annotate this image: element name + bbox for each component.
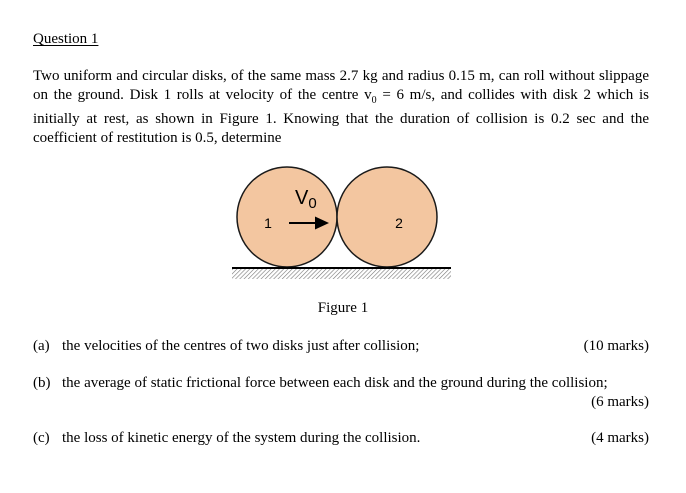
intro-line-2: slippage on the ground. Disk 1 rolls at velocity of the centre v	[33, 68, 649, 103]
part-a-label: (a)	[33, 338, 50, 354]
ground-hatching	[232, 268, 451, 279]
disk-1	[237, 167, 337, 267]
part-b-text: the average of static frictional force between each disk and the ground during the collision;	[62, 375, 608, 391]
intro-line-3: 2 which is initially at rest, as shown in Figure 1. Knowing that the duration of collision is 0.2	[33, 86, 649, 127]
intro-line-1: Two uniform and circular disks, of the same mass 2.7 kg and radius 0.15 m, can roll without	[33, 68, 595, 84]
disks-diagram	[225, 166, 457, 286]
part-c-marks: (4 marks)	[591, 430, 649, 446]
velocity-symbol-subscript: 0	[308, 195, 317, 212]
disk-2	[337, 167, 437, 267]
figure-1	[225, 166, 457, 286]
disk-2-label: 2	[395, 215, 403, 231]
velocity-symbol: V	[295, 187, 309, 209]
part-a-marks: (10 marks)	[583, 338, 649, 354]
problem-statement	[33, 67, 649, 147]
figure-caption: Figure 1	[317, 300, 369, 316]
velocity-subscript: 0	[371, 94, 377, 106]
part-c-label: (c)	[33, 430, 50, 446]
disk-1-label: 1	[264, 215, 272, 231]
part-c-text: the loss of kinetic energy of the system during the collision.	[62, 430, 421, 446]
part-b-marks: (6 marks)	[591, 393, 649, 410]
part-b-label: (b)	[33, 375, 51, 391]
intro-line-4: sec and the coefficient of restitution is 0.5, determine	[33, 111, 649, 146]
part-a-text: the velocities of the centres of two disks just after collision;	[62, 338, 420, 354]
intro-line-2-end: = 6 m/s, and collides with disk	[376, 86, 578, 103]
question-heading: Question 1	[33, 31, 99, 47]
